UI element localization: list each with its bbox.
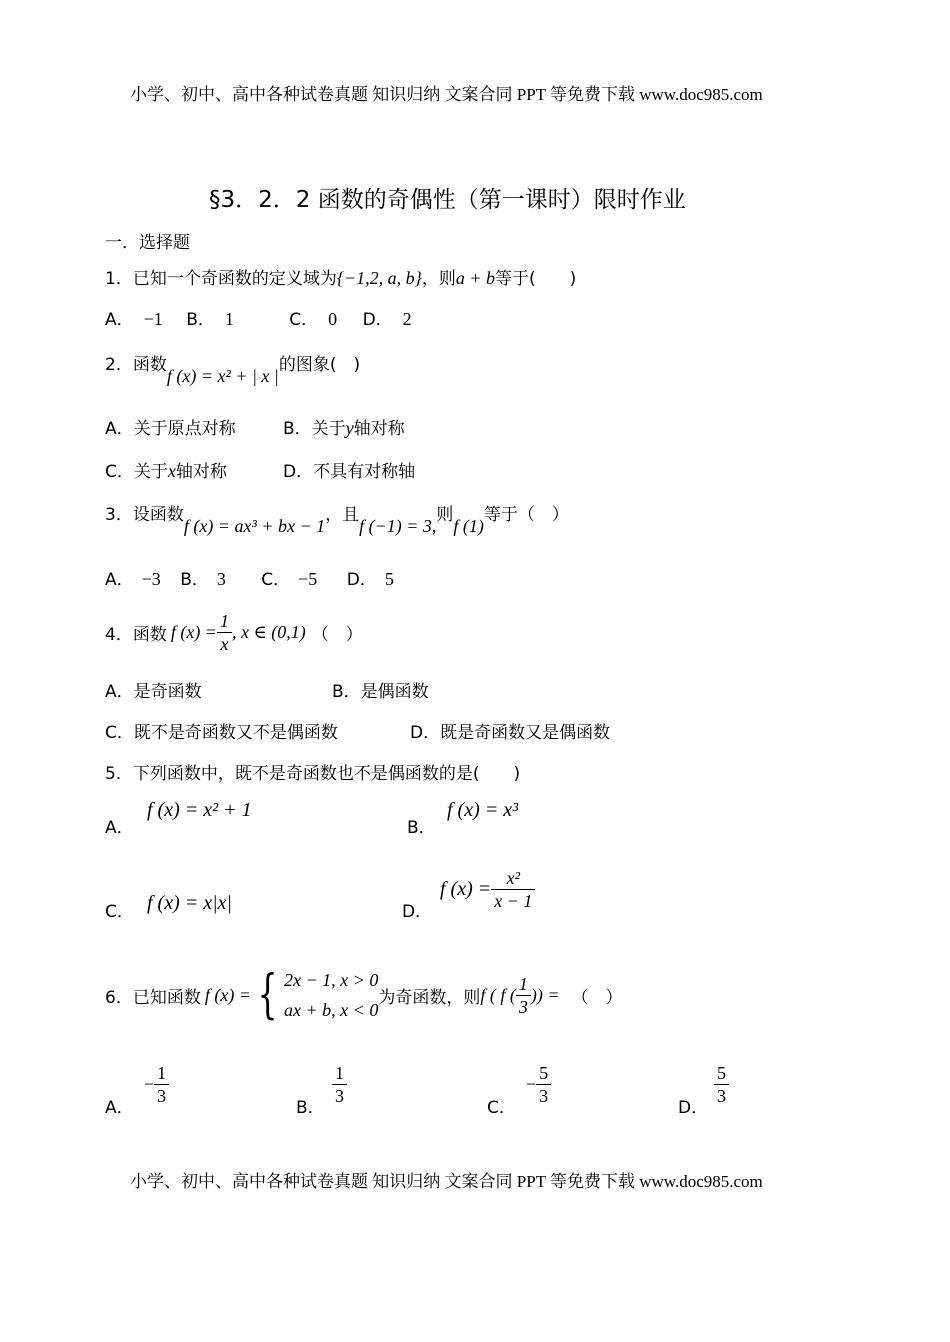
q5-option-c-label: C．: [105, 902, 134, 922]
q6-option-c-label: C．: [487, 1098, 516, 1118]
q2-opt-c-tail: 轴对称: [175, 462, 227, 482]
q6-cases: [284, 965, 378, 1025]
q3-text: 3．设函数: [105, 505, 184, 525]
section-heading: 一．选择题: [105, 233, 190, 253]
q6-opt-c-sign: −: [526, 1074, 537, 1094]
q3-mid1: ，且: [325, 505, 360, 525]
q1-mid: ，则: [421, 269, 456, 289]
q6-opt-a-sign: −: [144, 1074, 155, 1094]
question-2: [105, 350, 361, 386]
q6-option-d: [714, 1062, 729, 1107]
q1-opt-b: 1: [224, 309, 234, 329]
q5-option-d-label: D．: [402, 902, 433, 922]
page-title: §3．2．2 函数的奇偶性（第一课时）限时作业: [209, 187, 686, 213]
q3-opt-c: −5: [298, 569, 318, 589]
q6-option-a: [144, 1062, 169, 1107]
q5-option-d: [440, 867, 535, 912]
q5-opt-d-fraction: [491, 867, 535, 912]
q3-tail: 等于（ ）: [483, 505, 569, 525]
q2-opt-c-var: x: [167, 461, 176, 481]
q3-target: f (1): [453, 516, 484, 536]
q4-option-b: B．是偶函数: [332, 682, 429, 702]
q6-option-c: [526, 1062, 551, 1107]
q6-opt-a-num: 1: [154, 1062, 169, 1085]
q2-opt-b-tail: 轴对称: [353, 419, 405, 439]
q1-opt-c-label: C．: [289, 310, 319, 330]
q1-tail: 等于( ): [495, 269, 577, 289]
q5-option-b-label: B．: [407, 818, 436, 838]
q3-cond: f (−1) = 3,: [359, 516, 437, 536]
q3-opt-a-label: A．: [105, 570, 134, 590]
q6-opt-d-den: 3: [717, 1086, 726, 1106]
q6-opt-a-den: 3: [157, 1086, 167, 1106]
q2-option-c: [105, 457, 227, 482]
page-header: 小学、初中、高中各种试卷真题 知识归纳 文案合同 PPT 等免费下载 www.doc985.com: [130, 85, 763, 104]
q3-options: [105, 565, 394, 590]
q4-numerator: 1: [217, 610, 232, 633]
question-4: [105, 604, 363, 660]
q4-fraction: [217, 610, 232, 655]
q6-opt-d-fraction: [714, 1062, 729, 1107]
q3-opt-b: 3: [216, 569, 226, 589]
q6-option-b-label: B．: [296, 1098, 325, 1118]
q4-option-d: D．既是奇函数又是偶函数: [410, 723, 611, 743]
q6-f: f (x) =: [204, 984, 251, 1005]
q6-opt-b-num: 1: [332, 1062, 347, 1085]
q6-comp-end: )) =: [530, 984, 560, 1005]
q3-opt-d: 5: [384, 569, 394, 589]
q1-opt-c: 0: [328, 309, 338, 329]
question-5: 5．下列函数中，既不是奇函数也不是偶函数的是( ): [105, 764, 521, 784]
q1-opt-d: 2: [402, 309, 412, 329]
question-3: [105, 500, 569, 536]
q6-option-a-label: A．: [105, 1098, 134, 1118]
q6-text: 6．已知函数: [105, 987, 201, 1008]
q5-option-b: f (x) = x³: [447, 799, 519, 821]
q6-opt-c-fraction: [536, 1062, 551, 1107]
q1-opt-b-label: B．: [186, 310, 215, 330]
q4-denominator: x: [220, 633, 229, 654]
q6-opt-c-den: 3: [539, 1086, 549, 1106]
q6-comp-numerator: 1: [516, 973, 531, 996]
q6-opt-c-num: 5: [536, 1062, 551, 1085]
q6-comp-denominator: 3: [518, 996, 528, 1017]
question-1: [105, 264, 576, 289]
q1-text: 1．已知一个奇函数的定义域为: [105, 269, 337, 289]
q6-comp-fraction: [516, 973, 531, 1018]
q6-mid: 为奇函数，则: [378, 987, 481, 1008]
q1-opt-a-label: A．: [105, 310, 134, 330]
q6-comp: f ( f (: [480, 984, 516, 1005]
q4-option-a: A．是奇函数: [105, 682, 202, 702]
q5-option-c: f (x) = x|x|: [147, 892, 232, 914]
q6-opt-a-fraction: [154, 1062, 169, 1107]
question-6: [105, 962, 622, 1028]
q6-opt-b-fraction: [332, 1062, 347, 1107]
q2-expr: f (x) = x² + | x |: [166, 366, 279, 386]
q2-opt-c-text: C．关于: [105, 462, 168, 482]
q2-text: 2．函数: [105, 355, 167, 375]
q2-tail: 的图象( ): [278, 355, 361, 375]
q5-opt-d-denominator: x − 1: [494, 891, 533, 911]
q6-opt-d-num: 5: [714, 1062, 729, 1085]
q2-opt-b-var: y: [345, 418, 354, 438]
q5-opt-d-f: f (x) =: [440, 878, 492, 900]
q3-opt-a: −3: [141, 569, 161, 589]
q3-opt-c-label: C．: [261, 570, 291, 590]
q3-expr: f (x) = ax³ + bx − 1: [183, 516, 326, 536]
q2-opt-b-text: B．关于: [283, 419, 346, 439]
q6-opt-b-den: 3: [335, 1086, 344, 1106]
q4-option-c: C．既不是奇函数又不是偶函数: [105, 723, 338, 743]
q6-case-1: 2x − 1, x > 0: [284, 970, 379, 990]
q6-case-2: ax + b, x < 0: [284, 1000, 379, 1020]
q6-brace: {: [257, 965, 278, 1025]
q1-set: {−1,2, a, b}: [336, 268, 422, 288]
q6-option-b: [332, 1062, 347, 1107]
q4-domain: , x ∈ (0,1): [231, 621, 306, 642]
q5-option-a-label: A．: [105, 818, 134, 838]
q6-option-d-label: D．: [678, 1098, 709, 1118]
q1-opt-d-label: D．: [362, 310, 393, 330]
q4-f: f (x) =: [170, 621, 217, 642]
q1-expr: a + b: [455, 268, 496, 288]
q5-option-a: f (x) = x² + 1: [147, 799, 252, 821]
q1-opt-a: −1: [143, 309, 163, 329]
q3-opt-d-label: D．: [346, 570, 377, 590]
q2-option-d: D．不具有对称轴: [283, 462, 416, 482]
q5-opt-d-numerator: x²: [491, 867, 535, 890]
q4-text: 4．函数: [105, 624, 167, 645]
q6-tail: （ ）: [571, 987, 623, 1008]
q2-option-b: [283, 414, 405, 439]
q4-tail: （ ）: [311, 624, 363, 645]
q3-opt-b-label: B．: [180, 570, 209, 590]
q2-option-a: A．关于原点对称: [105, 419, 236, 439]
q1-options: [105, 305, 505, 330]
page-footer: 小学、初中、高中各种试卷真题 知识归纳 文案合同 PPT 等免费下载 www.doc985.com: [130, 1172, 763, 1191]
q3-mid2: 则: [436, 505, 454, 525]
